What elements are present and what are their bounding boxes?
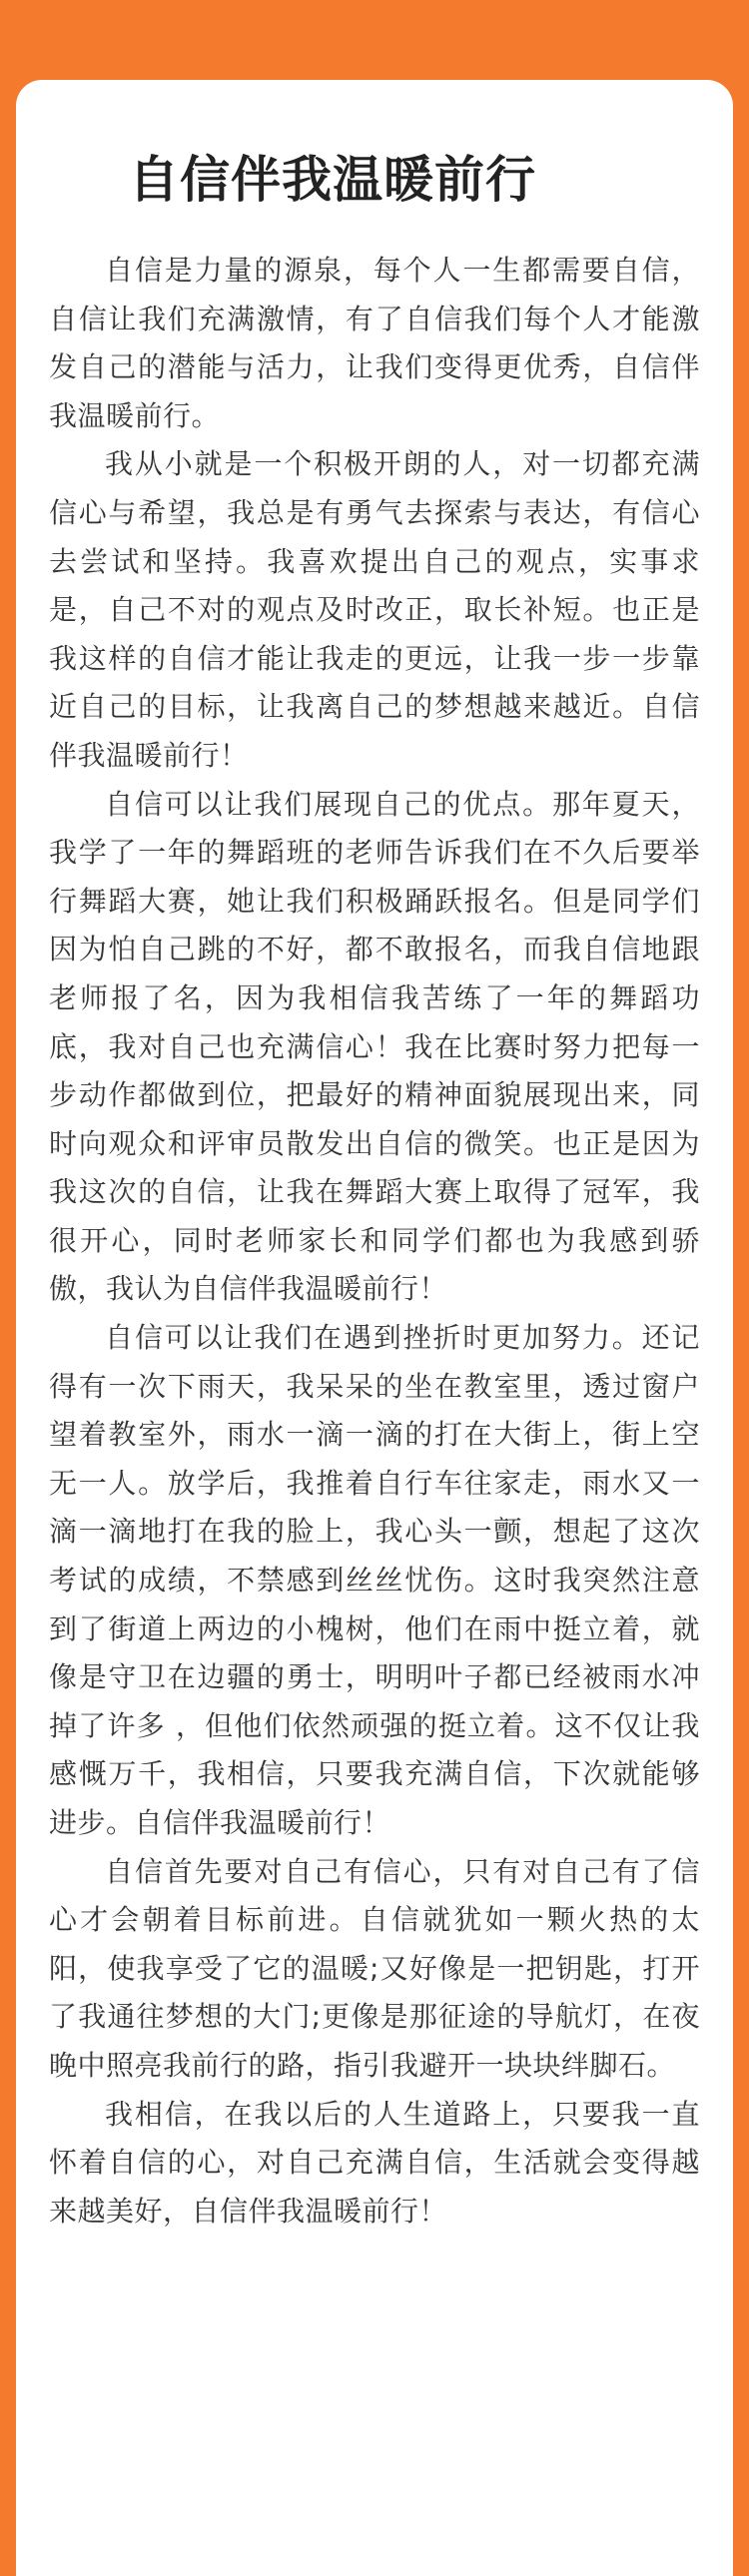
paragraph-2: 我从小就是一个积极开朗的人，对一切都充满信心与希望，我总是有勇气去探索与表达，有信心去尝试和坚持。我喜欢提出自己的观点，实事求是，自己不对的观点及时改正，取长补短。也正是我这样的自信才能让我走的更远，让我一步一步靠近自己的目标，让我离自己的梦想越来越近。自信伴我温暖前行！ [49,447,700,772]
paragraph-1: 自信是力量的源泉，每个人一生都需要自信，自信让我们充满激情，有了自信我们每个人才能激发自己的潜能与活力，让我们变得更优秀，自信伴我温暖前行。 [49,254,700,432]
article-card [16,80,733,2576]
article-title: 自信伴我温暖前行 [129,151,536,209]
article-body [49,247,700,2236]
paragraph-4: 自信可以让我们在遇到挫折时更加努力。还记得有一次下雨天，我呆呆的坐在教室里，透过窗户望着教室外，雨水一滴一滴的打在大街上，街上空无一人。放学后，我推着自行车往家走，雨水又一滴一滴地打在我的脸上，我心头一颤，想起了这次考试的成绩，不禁感到丝丝忧伤。这时我突然注意到了街道上两边的小槐树，他们在雨中挺立着，就像是守卫在边疆的勇士，明明叶子都已经被雨水冲掉了许多 ，但他们依然顽强的挺立着。这不仅让我感慨万千，我相信，只要我充满自信，下次就能够进步。自信伴我温暖前行！ [49,1321,700,1839]
paragraph-5: 自信首先要对自己有信心，只有对自己有了信心才会朝着目标前进。自信就犹如一颗火热的太阳，使我享受了它的温暖;又好像是一把钥匙，打开了我通往梦想的大门;更像是那征途的导航灯，在夜晚中照亮我前行的路，指引我避开一块块绊脚石。 [49,1854,700,2082]
paragraph-6: 我相信，在我以后的人生道路上，只要我一直怀着自信的心，对自己充满自信，生活就会变得越来越美好，自信伴我温暖前行！ [49,2097,700,2228]
paragraph-3: 自信可以让我们展现自己的优点。那年夏天，我学了一年的舞蹈班的老师告诉我们在不久后要举行舞蹈大赛，她让我们积极踊跃报名。但是同学们因为怕自己跳的不好，都不敢报名，而我自信地跟老师报了名，因为我相信我苦练了一年的舞蹈功底，我对自己也充满信心！我在比赛时努力把每一步动作都做到位，把最好的精神面貌展现出来，同时向观众和评审员散发出自信的微笑。也正是因为我这次的自信，让我在舞蹈大赛上取得了冠军，我很开心，同时老师家长和同学们都也为我感到骄傲，我认为自信伴我温暖前行！ [49,787,700,1306]
